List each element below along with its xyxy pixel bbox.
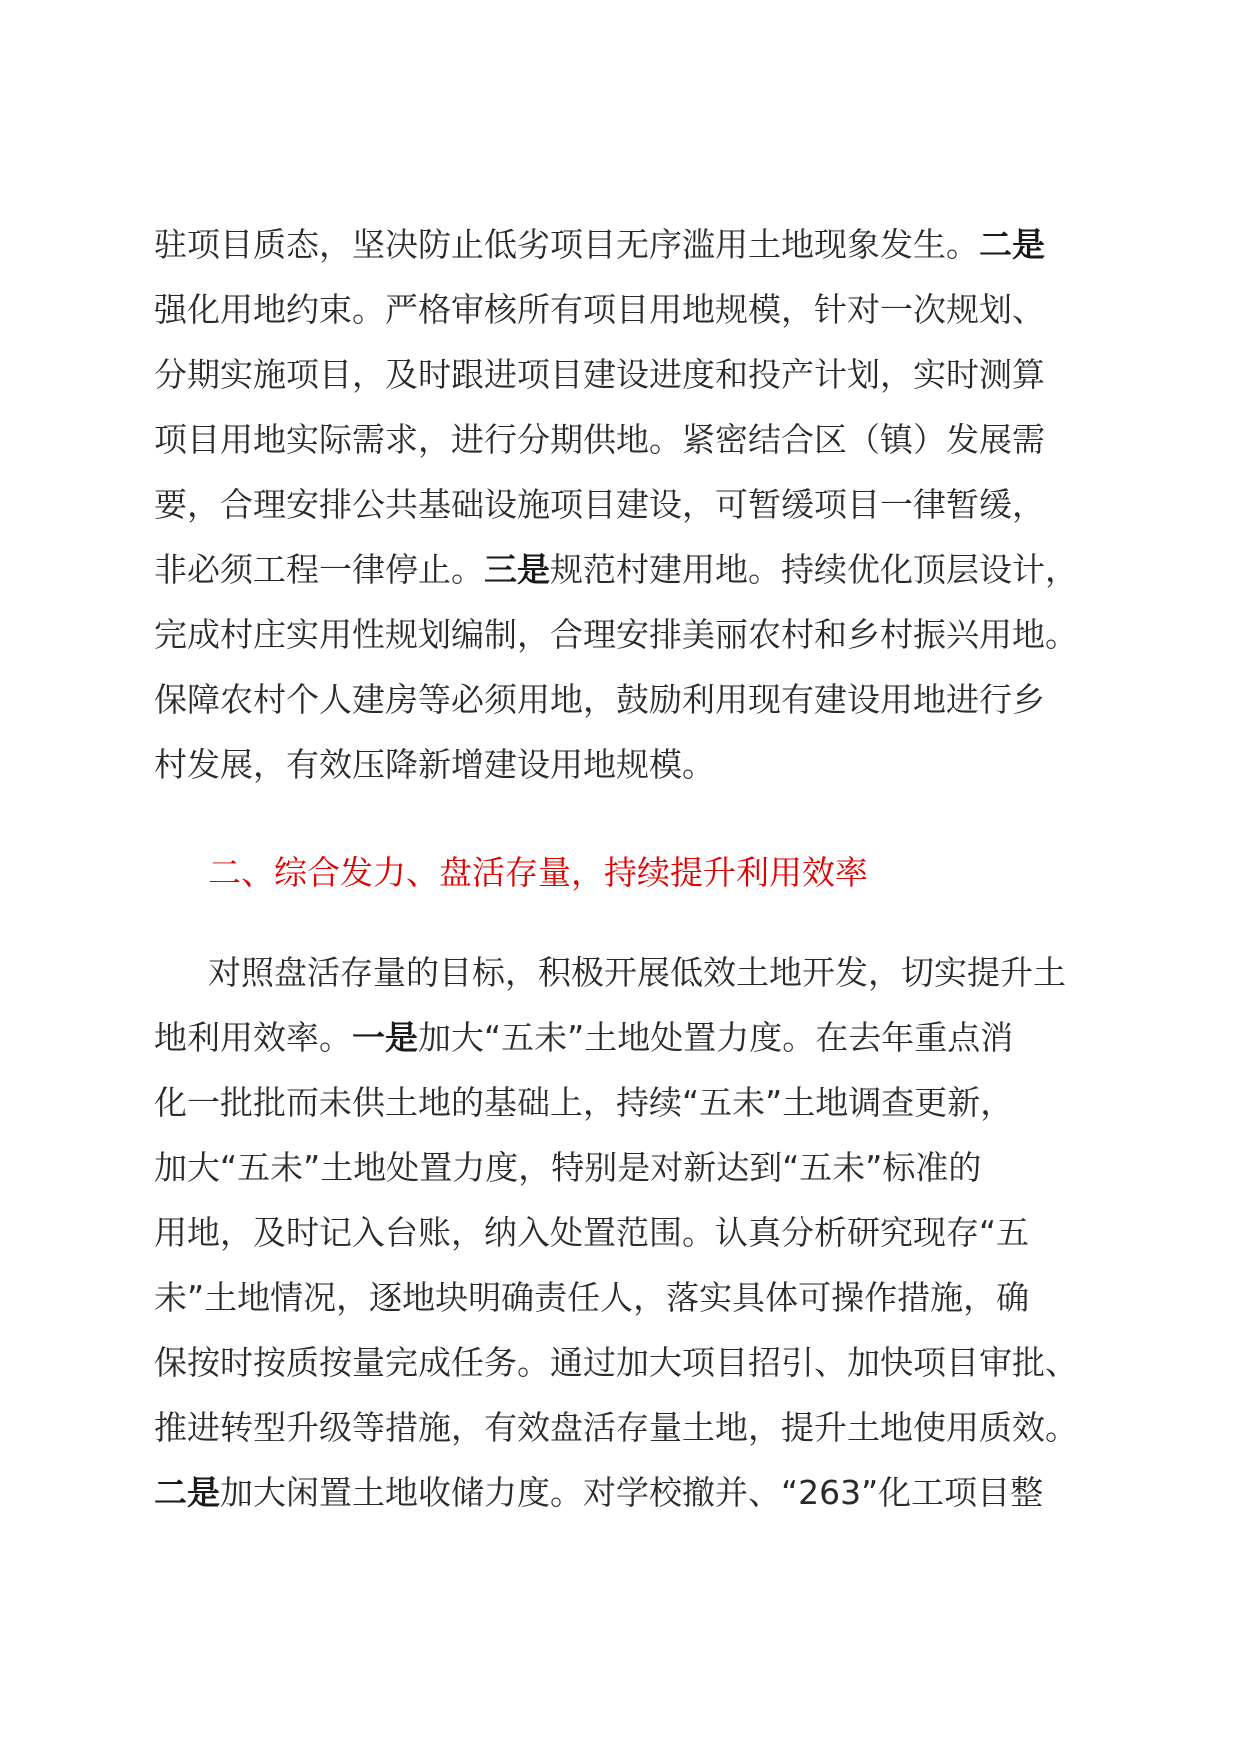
emphasis-segment: 二是	[979, 225, 1045, 264]
text-segment: 化一批批而未供土地的基础上，持续“五未”土地调查更新，	[154, 1083, 1014, 1122]
paragraph2-line-5	[154, 1213, 1029, 1253]
text-segment: 未”土地情况，逐地块明确责任人，落实具体可操作措施，确	[154, 1278, 1030, 1317]
paragraph2-line-3	[154, 1083, 1013, 1123]
section-heading: 二、综合发力、盘活存量，持续提升利用效率	[208, 853, 868, 892]
paragraph2-line-8	[154, 1408, 1078, 1448]
paragraph1-line-1	[154, 225, 1045, 265]
text-segment: 加大闲置土地收储力度。对学校撤并、“263”化工项目整	[220, 1473, 1044, 1512]
text-segment: 用地，及时记入台账，纳入处置范围。认真分析研究现存“五	[154, 1213, 1030, 1252]
paragraph1-line-4	[154, 420, 1045, 460]
text-segment: 保按时按质按量完成任务。通过加大项目招引、加快项目审批、	[154, 1343, 1078, 1382]
paragraph2-line-6	[154, 1278, 1029, 1318]
paragraph1-line-2	[154, 290, 1045, 330]
paragraph2-line-4	[154, 1148, 981, 1188]
text-segment: 对照盘活存量的目标，积极开展低效土地开发，切实提升土	[208, 953, 1066, 992]
paragraph1-line-7	[154, 615, 1078, 655]
text-segment: 规范村建用地。持续优化顶层设计，	[550, 550, 1078, 589]
paragraph1-line-6	[154, 550, 1078, 590]
text-segment: 村发展，有效压降新增建设用地规模。	[154, 745, 715, 784]
text-segment: 加大“五未”土地处置力度。在去年重点消	[418, 1018, 1014, 1057]
text-segment: 强化用地约束。严格审核所有项目用地规模，针对一次规划、	[154, 290, 1045, 329]
paragraph1-line-3	[154, 355, 1045, 395]
paragraph1-line-5	[154, 485, 1045, 525]
text-segment: 推进转型升级等措施，有效盘活存量土地，提升土地使用质效。	[154, 1408, 1078, 1447]
emphasis-segment: 二是	[154, 1473, 220, 1512]
text-segment: 项目用地实际需求，进行分期供地。紧密结合区（镇）发展需	[154, 420, 1045, 459]
text-segment: 加大“五未”土地处置力度，特别是对新达到“五未”标准的	[154, 1148, 982, 1187]
paragraph2-line-7	[154, 1343, 1078, 1383]
text-segment: 保障农村个人建房等必须用地，鼓励利用现有建设用地进行乡	[154, 680, 1045, 719]
emphasis-segment: 一是	[352, 1018, 418, 1057]
text-segment: 完成村庄实用性规划编制，合理安排美丽农村和乡村振兴用地。	[154, 615, 1078, 654]
text-segment: 地利用效率。	[154, 1018, 352, 1057]
text-segment: 非必须工程一律停止。	[154, 550, 484, 589]
paragraph2-line-2	[154, 1018, 1013, 1058]
paragraph2-line-9	[154, 1473, 1043, 1513]
emphasis-segment: 三是	[484, 550, 550, 589]
paragraph2-line-1	[208, 953, 1066, 993]
paragraph1-line-9	[154, 745, 715, 785]
text-segment: 分期实施项目，及时跟进项目建设进度和投产计划，实时测算	[154, 355, 1045, 394]
text-segment: 驻项目质态，坚决防止低劣项目无序滥用土地现象发生。	[154, 225, 979, 264]
paragraph1-line-8	[154, 680, 1045, 720]
text-segment: 要，合理安排公共基础设施项目建设，可暂缓项目一律暂缓，	[154, 485, 1045, 524]
